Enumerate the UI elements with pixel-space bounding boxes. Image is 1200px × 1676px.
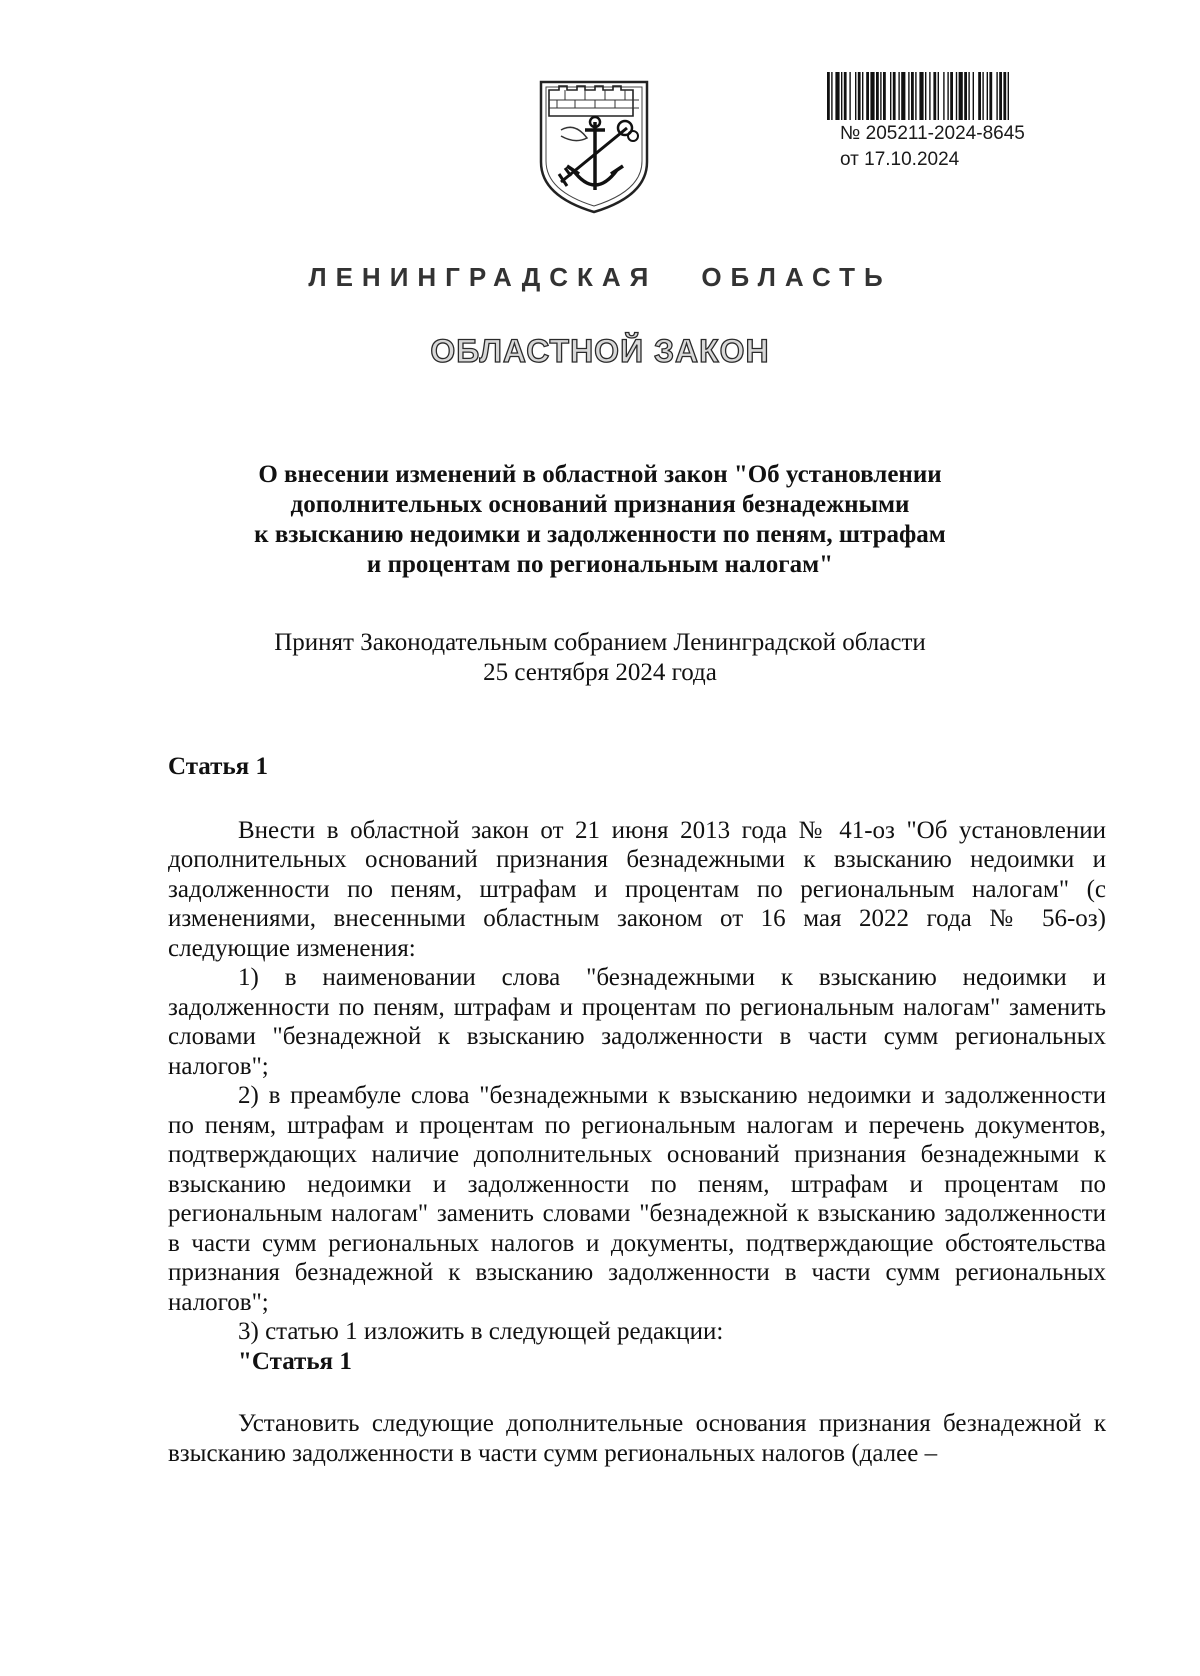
- barcode-bar: [943, 72, 944, 120]
- barcode-bar: [858, 72, 861, 120]
- adoption-note: [100, 628, 1100, 688]
- barcode-bar: [841, 72, 842, 120]
- barcode-bar: [890, 72, 891, 120]
- quoted-article-text: Установить следующие дополнительные основания признания безнадежной к взысканию задолженности в части сумм региональных налогов (далее –: [168, 1410, 1106, 1467]
- barcode-bar: [989, 72, 992, 120]
- barcode-bar: [844, 72, 847, 120]
- barcode-bar: [1003, 72, 1006, 120]
- barcode-bar: [933, 72, 936, 120]
- barcode-bar: [959, 72, 963, 120]
- barcode: [827, 72, 1079, 120]
- barcode-bar: [938, 72, 939, 120]
- law-type-heading: ОБЛАСТНОЙ ЗАКОН: [430, 333, 770, 369]
- law-title-line: и процентам по региональным налогам": [366, 551, 834, 578]
- barcode-bar: [835, 72, 839, 120]
- barcode-bar: [987, 72, 988, 120]
- registration-number: № 205211-2024-8645: [840, 123, 1025, 144]
- article-intro: Внести в областной закон от 21 июня 2013 года № 41-оз "Об установлении дополнительных оснований признания безнадежными к взысканию недоимки и задолженности по пеням, штрафам и процентам по региональным налогам" (с изменениями, внесенными областным законом от 16 мая 2022 года № 56-оз) следующие изменения:: [168, 816, 1106, 962]
- barcode-bar: [883, 72, 886, 120]
- coat-of-arms-emblem: [535, 78, 653, 216]
- barcode-bar: [908, 72, 909, 120]
- barcode-bar: [964, 72, 967, 120]
- barcode-bar: [893, 72, 896, 120]
- barcode-bar: [898, 72, 899, 120]
- barcode-bar: [956, 72, 957, 120]
- amendment-item-1: 1) в наименовании слова "безнадежными к взысканию недоимки и задолженности по пеням, штрафам и процентам по региональным налогам" заменить словами "безнадежной к взысканию задолженности в части сумм региональных налогов";: [168, 964, 1106, 1080]
- barcode-bar: [880, 72, 881, 120]
- law-title-line: к взысканию недоимки и задолженности по пеням, штрафам: [254, 521, 946, 548]
- barcode-bar: [876, 72, 879, 120]
- barcode-bar: [855, 72, 856, 120]
- barcode-bar: [901, 72, 905, 120]
- barcode-bar: [973, 72, 974, 120]
- document-body: [168, 752, 1106, 1468]
- law-title: [100, 460, 1100, 580]
- barcode-bar: [947, 72, 948, 120]
- adoption-date: 25 сентября 2024 года: [483, 659, 717, 686]
- law-title-line: О внесении изменений в областной закон "Об установлении: [258, 461, 942, 488]
- barcode-bar: [827, 72, 830, 120]
- barcode-bar: [911, 72, 914, 120]
- law-title-line: дополнительных оснований признания безнадежными: [290, 491, 910, 518]
- registration-info: [840, 121, 1025, 173]
- registration-date: от 17.10.2024: [840, 149, 960, 170]
- barcode-bar: [866, 72, 869, 120]
- amendment-item-2: 2) в преамбуле слова "безнадежными к взысканию недоимки и задолженности по пеням, штрафам и процентам по региональным налогам и перечень документов, подтверждающих наличие дополнительных оснований признания безнадежными к взысканию недоимки и задолженности по пеням, штрафам и процентам по региональным налогам" заменить словами "безнадежной к взысканию задолженности в части сумм региональных налогов и документы, подтверждающие обстоятельства признания безнадежной к взысканию задолженности в части сумм региональных налогов";: [168, 1082, 1106, 1316]
- adoption-body: Принят Законодательным собранием Ленинградской области: [274, 629, 926, 656]
- barcode-bar: [978, 72, 981, 120]
- article-heading: Статья 1: [168, 753, 268, 780]
- barcode-bar: [925, 72, 926, 120]
- region-name: [0, 262, 1200, 293]
- region-word-2: ОБЛАСТЬ: [701, 262, 892, 292]
- barcode-bar: [999, 72, 1002, 120]
- region-word-1: ЛЕНИНГРАДСКАЯ: [308, 262, 658, 292]
- barcode-bar: [870, 72, 874, 120]
- barcode-bar: [929, 72, 930, 120]
- barcode-bar: [915, 72, 916, 120]
- barcode-bar: [919, 72, 923, 120]
- barcode-bar: [849, 72, 850, 120]
- quoted-article-heading: "Статья 1: [238, 1347, 352, 1375]
- barcode-bar: [862, 72, 863, 120]
- barcode-bar: [982, 72, 983, 120]
- amendment-item-3: 3) статью 1 изложить в следующей редакции:: [238, 1318, 724, 1345]
- barcode-bar: [1008, 72, 1009, 120]
- barcode-bar: [831, 72, 832, 120]
- barcode-bar: [968, 72, 969, 120]
- barcode-bar: [950, 72, 953, 120]
- barcode-bar: [996, 72, 997, 120]
